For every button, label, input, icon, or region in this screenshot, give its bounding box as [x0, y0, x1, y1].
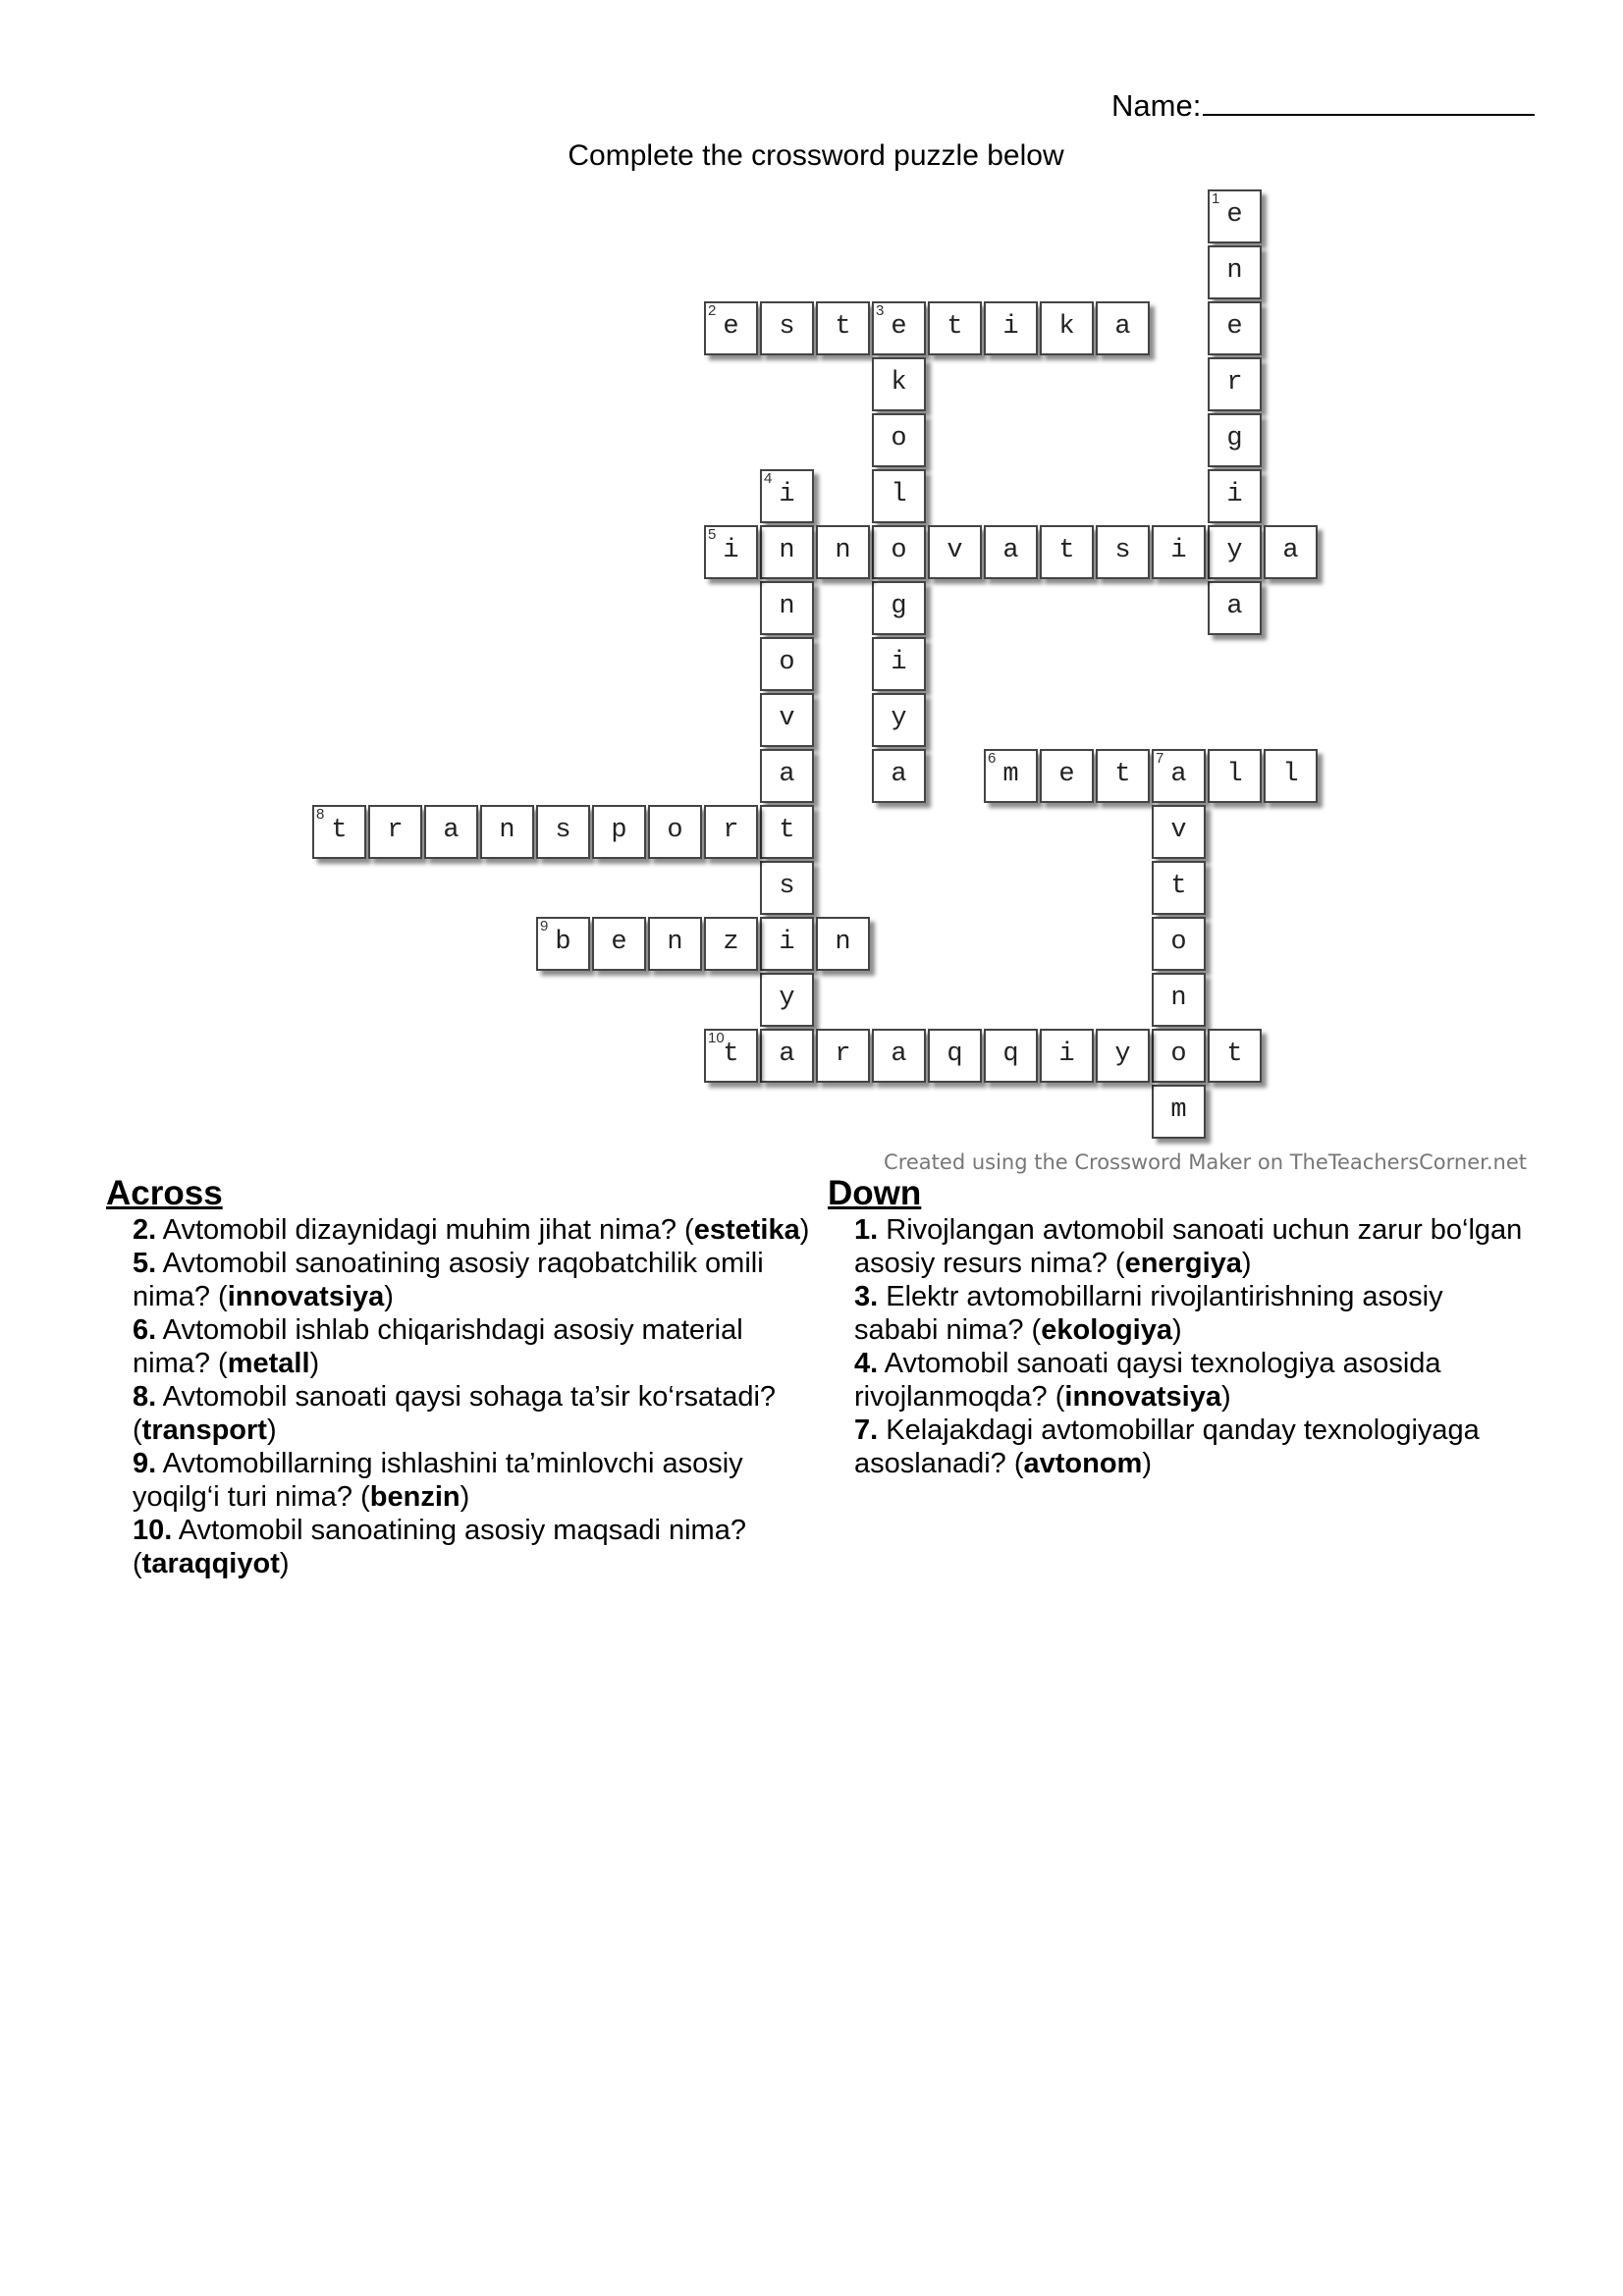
clue-text: Elektr avtomobillarni rivojlantirishning asosiy sababi nima? ( [854, 1281, 1443, 1346]
clue-close: ) [1220, 1381, 1231, 1413]
cell-letter: a [779, 1040, 795, 1069]
grid-cell[interactable] [648, 805, 702, 859]
grid-cell[interactable] [1208, 525, 1262, 579]
cell-letter: v [1170, 816, 1187, 845]
grid-cell[interactable] [760, 637, 814, 691]
cell-letter: y [1114, 1040, 1131, 1069]
clue-item [133, 1447, 813, 1514]
grid-cell[interactable] [592, 805, 646, 859]
cell-letter: a [779, 760, 795, 789]
clue-item [854, 1280, 1535, 1347]
cell-letter: y [1226, 536, 1243, 565]
cell-letter: n [499, 816, 515, 845]
grid-cell[interactable] [872, 581, 926, 635]
grid-cell[interactable] [872, 693, 926, 747]
clue-number: 3. [854, 1281, 879, 1312]
grid-cell[interactable] [760, 1029, 814, 1083]
across-clue-list [106, 1213, 813, 1580]
cell-letter: v [947, 536, 963, 565]
clue-answer: benzin [369, 1481, 460, 1513]
grid-cell[interactable] [1040, 525, 1094, 579]
cell-letter: e [1058, 760, 1075, 789]
grid-cell[interactable] [816, 525, 870, 579]
grid-cell[interactable] [704, 805, 758, 859]
grid-cell[interactable] [1152, 805, 1206, 859]
clue-text: Rivojlangan avtomobil sanoati uchun zarur bo‘lgan asosiy resurs nima? ( [854, 1214, 1523, 1279]
name-label: Name: [1111, 88, 1202, 123]
cell-letter: i [779, 928, 795, 957]
grid-cell[interactable] [872, 357, 926, 411]
clue-item [133, 1380, 813, 1447]
cell-letter: t [1226, 1040, 1243, 1069]
down-clue-list [828, 1213, 1535, 1480]
cell-letter: t [1170, 872, 1187, 901]
grid-cell[interactable] [480, 805, 534, 859]
cell-letter: a [1282, 536, 1299, 565]
grid-cell[interactable] [760, 861, 814, 915]
cell-letter: o [1170, 1040, 1187, 1069]
cell-letter: o [667, 816, 683, 845]
cell-letter: n [779, 536, 795, 565]
grid-cell[interactable] [928, 525, 982, 579]
grid-cell[interactable] [760, 805, 814, 859]
cell-letter: a [1226, 592, 1243, 621]
grid-cell[interactable] [1096, 525, 1150, 579]
cell-letter: i [891, 648, 907, 677]
grid-cell[interactable] [872, 637, 926, 691]
cell-letter: n [1226, 256, 1243, 286]
clue-item [133, 1514, 813, 1580]
grid-cell[interactable] [1264, 749, 1318, 803]
grid-cell[interactable] [1152, 525, 1206, 579]
clue-number: 5. [133, 1248, 157, 1279]
clue-number: 7 [1156, 750, 1164, 767]
cell-letter: a [891, 760, 907, 789]
clue-number: 7. [854, 1415, 879, 1446]
cell-letter: e [611, 928, 627, 957]
cell-letter: i [723, 536, 739, 565]
cell-letter: l [1282, 760, 1299, 789]
down-clues [828, 1174, 1535, 1480]
cell-letter: b [555, 928, 571, 957]
grid-cell[interactable] [1208, 749, 1262, 803]
clue-number: 10. [133, 1515, 173, 1546]
grid-cell[interactable] [536, 917, 590, 971]
clue-item [133, 1313, 813, 1380]
grid-cell[interactable] [1264, 525, 1318, 579]
cell-letter: o [891, 536, 907, 565]
grid-cell[interactable] [704, 917, 758, 971]
cell-letter: r [387, 816, 404, 845]
clue-answer: avtonom [1023, 1448, 1143, 1479]
cell-letter: t [331, 816, 348, 845]
grid-cell[interactable] [816, 917, 870, 971]
cell-letter: e [891, 312, 907, 342]
clue-close: ) [384, 1281, 394, 1312]
grid-cell[interactable] [1152, 749, 1206, 803]
grid-cell[interactable] [872, 749, 926, 803]
clue-close: ) [1142, 1448, 1153, 1479]
cell-letter: m [1002, 760, 1019, 789]
clue-text: Avtomobil ishlab chiqarishdagi asosiy material nima? ( [133, 1314, 743, 1379]
grid-cell[interactable] [984, 301, 1038, 355]
grid-cell[interactable] [872, 525, 926, 579]
grid-cell[interactable] [592, 917, 646, 971]
grid-cell[interactable] [1208, 413, 1262, 467]
cell-letter: k [891, 368, 907, 398]
clue-number: 4 [764, 470, 773, 487]
grid-cell[interactable] [1208, 357, 1262, 411]
cell-letter: n [1170, 984, 1187, 1013]
grid-cell[interactable] [1208, 1029, 1262, 1083]
clue-answer: ekologiya [1041, 1314, 1172, 1346]
clue-number: 5 [708, 526, 717, 543]
clue-item [854, 1213, 1535, 1280]
cell-letter: y [891, 704, 907, 733]
clue-number: 9. [133, 1448, 157, 1479]
grid-cell[interactable] [760, 693, 814, 747]
clue-answer: metall [227, 1348, 310, 1379]
clue-text: Avtomobil sanoatining asosiy maqsadi nima? ( [133, 1515, 746, 1579]
cell-letter: e [1226, 200, 1243, 230]
cell-letter: o [779, 648, 795, 677]
cell-letter: a [1170, 760, 1187, 789]
grid-cell[interactable] [1096, 749, 1150, 803]
clue-close: ) [266, 1415, 277, 1446]
cell-letter: r [835, 1040, 851, 1069]
grid-cell[interactable] [1040, 301, 1094, 355]
clue-number: 1 [1212, 190, 1220, 207]
grid-cell[interactable] [312, 805, 366, 859]
cell-letter: a [891, 1040, 907, 1069]
cell-letter: s [1114, 536, 1131, 565]
grid-cell[interactable] [1208, 581, 1262, 635]
grid-cell[interactable] [1208, 189, 1262, 243]
clue-item [133, 1213, 813, 1247]
cell-letter: n [835, 536, 851, 565]
grid-cell[interactable] [760, 525, 814, 579]
cell-letter: o [1170, 928, 1187, 957]
cell-letter: t [779, 816, 795, 845]
clue-close: ) [309, 1348, 320, 1379]
grid-cell[interactable] [760, 469, 814, 523]
grid-cell[interactable] [1096, 1029, 1150, 1083]
cell-letter: l [891, 480, 907, 509]
cell-letter: a [443, 816, 460, 845]
grid-cell[interactable] [1152, 973, 1206, 1027]
grid-cell[interactable] [1152, 917, 1206, 971]
grid-cell[interactable] [704, 301, 758, 355]
cell-letter: i [1058, 1040, 1075, 1069]
grid-cell[interactable] [1152, 1085, 1206, 1139]
clue-number: 8 [316, 806, 325, 823]
clue-answer: transport [141, 1415, 267, 1446]
clue-answer: estetika [693, 1214, 800, 1246]
grid-cell[interactable] [872, 301, 926, 355]
grid-cell[interactable] [816, 301, 870, 355]
cell-letter: t [723, 1040, 739, 1069]
grid-cell[interactable] [760, 301, 814, 355]
grid-cell[interactable] [368, 805, 422, 859]
clue-number: 2. [133, 1214, 157, 1246]
cell-letter: i [1002, 312, 1019, 342]
grid-cell[interactable] [1096, 301, 1150, 355]
cell-letter: i [1226, 480, 1243, 509]
cell-letter: r [1226, 368, 1243, 398]
grid-cell[interactable] [1152, 861, 1206, 915]
cell-letter: t [835, 312, 851, 342]
grid-cell[interactable] [536, 805, 590, 859]
clue-text: Avtomobil sanoatining asosiy raqobatchilik omili nima? ( [133, 1248, 764, 1312]
grid-cell[interactable] [984, 1029, 1038, 1083]
grid-cell[interactable] [760, 749, 814, 803]
clue-answer: taraqqiyot [141, 1548, 280, 1579]
cell-letter: i [779, 480, 795, 509]
clue-item [133, 1247, 813, 1313]
clue-close: ) [1241, 1248, 1252, 1279]
grid-cell[interactable] [1040, 1029, 1094, 1083]
grid-cell[interactable] [648, 917, 702, 971]
grid-cell[interactable] [872, 469, 926, 523]
grid-cell[interactable] [760, 917, 814, 971]
cell-letter: z [723, 928, 739, 957]
grid-cell[interactable] [928, 1029, 982, 1083]
clue-number: 10 [708, 1030, 725, 1046]
grid-cell[interactable] [1208, 301, 1262, 355]
grid-cell[interactable] [872, 1029, 926, 1083]
cell-letter: g [891, 592, 907, 621]
cell-letter: n [779, 592, 795, 621]
grid-cell[interactable] [816, 1029, 870, 1083]
grid-cell[interactable] [1208, 469, 1262, 523]
cell-letter: r [723, 816, 739, 845]
puzzle-instructions: Complete the crossword puzzle below [568, 139, 1064, 172]
grid-cell[interactable] [1208, 245, 1262, 299]
credit-line: Created using the Crossword Maker on TheTeachersCorner.net [884, 1150, 1527, 1174]
clue-item [854, 1347, 1535, 1414]
cell-letter: m [1170, 1095, 1187, 1125]
cell-letter: t [947, 312, 963, 342]
grid-cell[interactable] [760, 973, 814, 1027]
cell-letter: p [611, 816, 627, 845]
cell-letter: s [779, 312, 795, 342]
clue-answer: energiya [1124, 1248, 1242, 1279]
cell-letter: a [1114, 312, 1131, 342]
cell-letter: q [947, 1040, 963, 1069]
clue-number: 9 [540, 918, 549, 934]
cell-letter: l [1226, 760, 1243, 789]
cell-letter: g [1226, 424, 1243, 454]
cell-letter: n [667, 928, 683, 957]
clue-answer: innovatsiya [1064, 1381, 1221, 1413]
grid-cell[interactable] [760, 581, 814, 635]
grid-cell[interactable] [704, 1029, 758, 1083]
cell-letter: q [1002, 1040, 1019, 1069]
cell-letter: n [835, 928, 851, 957]
cell-letter: v [779, 704, 795, 733]
cell-letter: i [1170, 536, 1187, 565]
clue-number: 6 [988, 750, 997, 767]
clue-number: 6. [133, 1314, 157, 1346]
clue-text: Avtomobillarning ishlashini ta’minlovchi asosiy yoqilg‘i turi nima? ( [133, 1448, 743, 1513]
clue-number: 1. [854, 1214, 879, 1246]
cell-letter: k [1058, 312, 1075, 342]
clue-close: ) [460, 1481, 470, 1513]
clue-close: ) [1172, 1314, 1182, 1346]
across-clues [106, 1174, 813, 1580]
clue-text: Kelajakdagi avtomobillar qanday texnologiyaga asoslanadi? ( [854, 1415, 1480, 1479]
clue-close: ) [799, 1214, 810, 1246]
clue-number: 4. [854, 1348, 879, 1379]
grid-cell[interactable] [872, 413, 926, 467]
across-heading: Across [106, 1174, 223, 1212]
clue-number: 3 [876, 302, 885, 319]
grid-cell[interactable] [984, 525, 1038, 579]
grid-cell[interactable] [704, 525, 758, 579]
cell-letter: t [1058, 536, 1075, 565]
grid-cell[interactable] [984, 749, 1038, 803]
clue-item [854, 1414, 1535, 1480]
clue-close: ) [279, 1548, 290, 1579]
cell-letter: s [779, 872, 795, 901]
clue-text: Avtomobil dizaynidagi muhim jihat nima? ( [156, 1214, 694, 1246]
cell-letter: a [1002, 536, 1019, 565]
cell-letter: y [779, 984, 795, 1013]
down-heading: Down [828, 1174, 922, 1212]
cell-letter: e [723, 312, 739, 342]
cell-letter: t [1114, 760, 1131, 789]
cell-letter: e [1226, 312, 1243, 342]
grid-cell[interactable] [1040, 749, 1094, 803]
cell-letter: s [555, 816, 571, 845]
clue-number: 8. [133, 1381, 157, 1413]
grid-cell[interactable] [424, 805, 478, 859]
clue-answer: innovatsiya [227, 1281, 385, 1312]
clue-text: Avtomobil sanoati qaysi texnologiya asosida rivojlanmoqda? ( [854, 1348, 1441, 1413]
grid-cell[interactable] [1152, 1029, 1206, 1083]
clue-text: Avtomobil sanoati qaysi sohaga ta’sir ko‘rsatadi? ( [133, 1381, 777, 1446]
clue-number: 2 [708, 302, 717, 319]
cell-letter: o [891, 424, 907, 454]
grid-cell[interactable] [928, 301, 982, 355]
